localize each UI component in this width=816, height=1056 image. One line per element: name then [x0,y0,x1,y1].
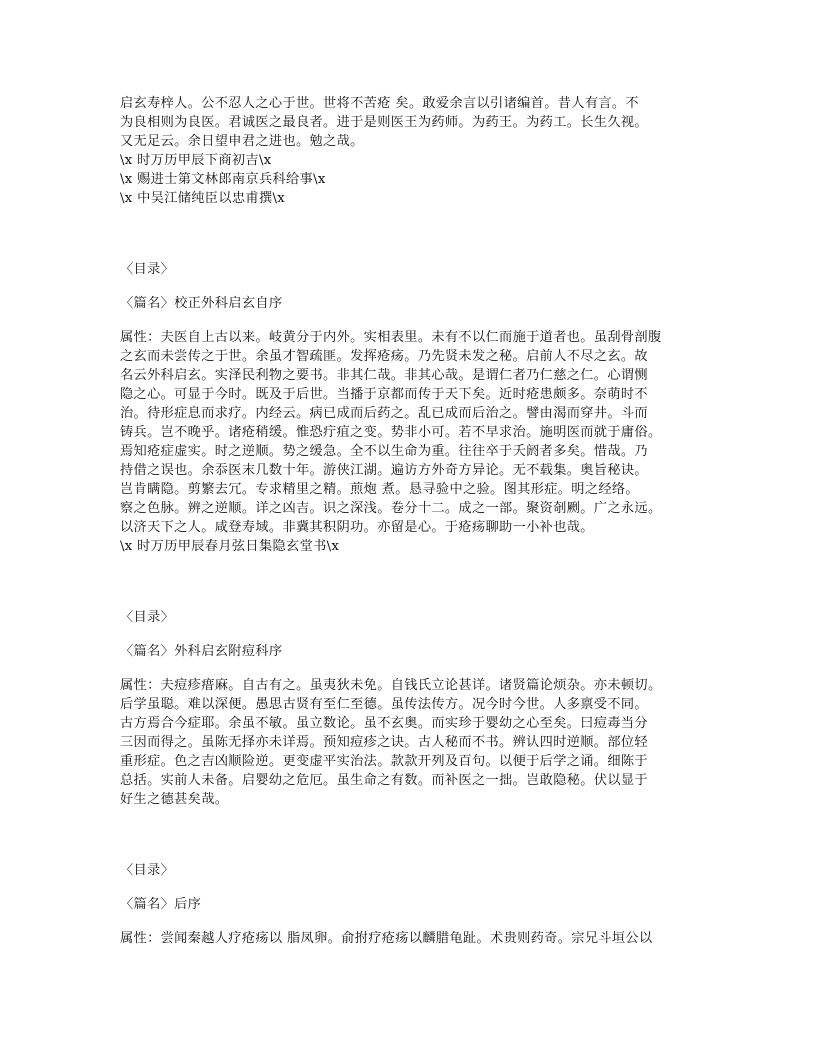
section-title: 〈篇名〉外科启玄附痘科序 [120,644,283,659]
text-line: 名云外科启玄。实泽民利物之要书。非其仁哉。非其心哉。是谓仁者乃仁慈之仁。心谓恻 [120,368,648,383]
text-line: 为良相则为良医。君诚医之最良者。进于是则医王为药师。为药王。为药工。长生久视。 [120,115,648,130]
text-line: 焉知疮症虚实。时之逆顺。势之缓急。全不以生命为重。往往卒于夭阏者多矣。惜哉。乃 [120,444,648,459]
text-line: 又无足云。余日望申君之进也。勉之哉。 [120,134,364,149]
text-line: 三因而得之。虽陈无择亦未详焉。预知痘疹之诀。古人秘而不书。辨认四时逆顺。部位轻 [120,735,648,750]
section-title: 〈篇名〉校正外科启玄自序 [120,296,283,311]
text-line: 属性：尝闻秦越人疗疮疡以 脂凤卵。俞拊疗疮疡以麟腊龟趾。术贵则药奇。宗兄斗垣公以 [120,931,653,946]
section-pox-preface [120,608,700,809]
author-line: \x 中吴江储纯臣以忠甫撰\x [120,191,286,206]
intro-preface-ending [120,94,700,208]
text-line: 持借之误也。余忝医末几数十年。游侠江湖。遍访方外奇方异论。无不载集。奥旨秘诀。 [120,463,648,478]
text-line: 属性：夫痘疹瘄麻。自古有之。虽夷狄未免。自钱氏立论甚详。诸贤篇论烦杂。亦未顿切。 [120,678,662,693]
author-line: \x 赐进士第文林郎南京兵科给事\x [120,172,326,187]
text-line: 古方焉合今症耶。余虽不敏。虽立数论。虽不玄奥。而实珍于婴幼之心至矣。曰痘毒当分 [120,716,648,731]
section-title: 〈篇名〉后序 [120,897,202,912]
text-line: 以济天下之人。咸登寿域。非冀其积阴功。亦留是心。于疮疡聊助一小补也哉。 [120,520,594,535]
toc-marker: 〈目录〉 [120,610,175,625]
date-line: \x 时万历甲辰春月弦日集隐玄堂书\x [120,539,340,554]
toc-marker: 〈目录〉 [120,863,175,878]
text-line: 好生之德甚矣哉。 [120,792,229,807]
text-line: 后学虽聪。难以深便。愚思古贤有至仁至德。虽传法传方。况今时今世。人多禀受不同。 [120,697,648,712]
toc-marker: 〈目录〉 [120,262,175,277]
text-line: 之玄而未尝传之于世。余虽才智疏匪。发挥疮疡。乃先贤未发之秘。启前人不尽之玄。故 [120,349,648,364]
text-line: 启玄寿梓人。公不忍人之心于世。世将不苦疮 矣。敢爱余言以引诸编首。昔人有言。不 [120,96,639,111]
text-line: 重形症。色之吉凶顺险逆。更变虚平实治法。款款开列及百句。以便于后学之诵。细陈于 [120,754,648,769]
date-line: \x 时万历甲辰下商初吉\x [120,153,272,168]
document-page [120,94,700,948]
section-postface [120,861,700,948]
text-line: 岂肯瞒隐。剪繁去冗。专求精里之精。煎炮 煮。恳寻验中之验。图其形症。明之经络。 [120,482,639,497]
text-line: 铸兵。岂不晚乎。诸疮稍缓。惟恐疔疽之变。势非小可。若不早求治。施明医而就于庸俗。 [120,425,662,440]
text-line: 治。待形症息而求疗。内经云。病已成而后药之。乱已成而后治之。譬由渴而穿井。斗而 [120,406,648,421]
text-line: 属性：夫医自上古以来。岐黄分于内外。实相表里。未有不以仁而施于道者也。虽刮骨剖腹 [120,330,662,345]
text-line: 察之色脉。辨之逆顺。详之凶吉。识之深浅。卷分十二。成之一部。聚资剞劂。广之永远。 [120,501,662,516]
text-line: 总括。实前人未备。启婴幼之危厄。虽生命之有数。而补医之一拙。岂敢隐秘。伏以显于 [120,773,648,788]
text-line: 隐之心。可显于今时。既及于后世。当播于京都而传于天下矣。近时疮患颇多。奈萌时不 [120,387,648,402]
section-self-preface [120,260,700,556]
